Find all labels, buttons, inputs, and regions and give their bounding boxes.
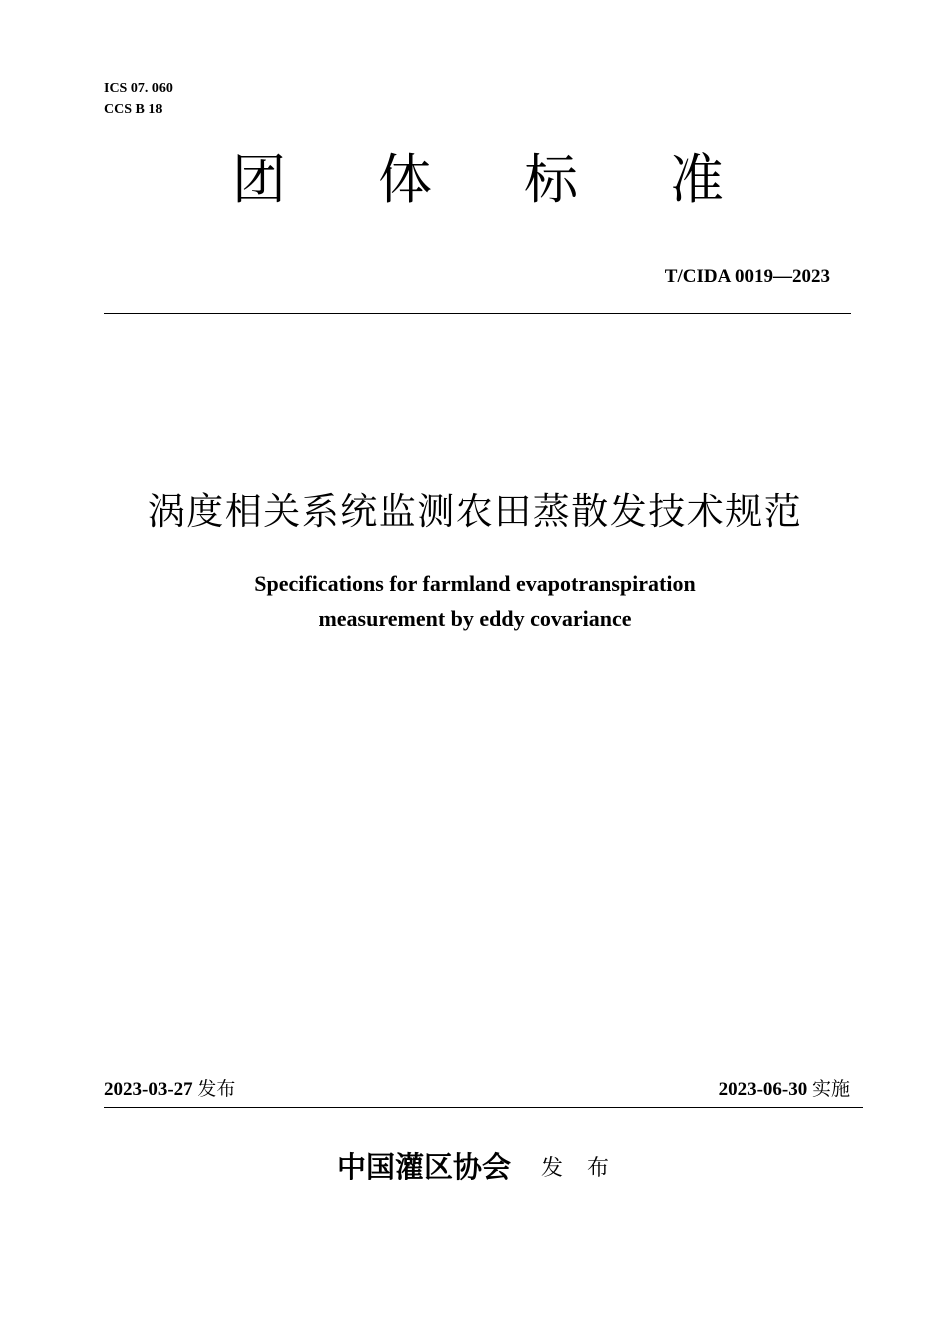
ics-code: ICS 07. 060 [104, 81, 173, 96]
heading-char-2: 体 [378, 148, 432, 211]
implement-date: 2023-06-30 [718, 1079, 808, 1100]
english-title-line-1: Specifications for farmland evapotranspiration [254, 571, 696, 596]
publish-label: 发布 [197, 1078, 236, 1100]
publish-date-block [104, 1076, 235, 1103]
implement-label: 实施 [811, 1078, 850, 1100]
heading-char-1: 团 [232, 148, 286, 211]
bottom-divider [104, 1107, 863, 1108]
heading-char-3: 标 [524, 148, 578, 211]
chinese-title: 涡度相关系统监测农田蒸散发技术规范 [147, 490, 803, 533]
standard-number: T/CIDA 0019—2023 [664, 266, 830, 287]
publisher-action: 发布 [541, 1156, 634, 1181]
top-divider [104, 313, 851, 314]
standard-type-heading [0, 148, 950, 212]
publisher-name: 中国灌区协会 [337, 1150, 512, 1184]
heading-char-4: 准 [670, 148, 724, 211]
implement-date-block [719, 1076, 850, 1103]
publish-date: 2023-03-27 [104, 1079, 193, 1100]
english-title-line-2: measurement by eddy covariance [318, 606, 632, 631]
ccs-code: CCS B 18 [104, 102, 163, 117]
